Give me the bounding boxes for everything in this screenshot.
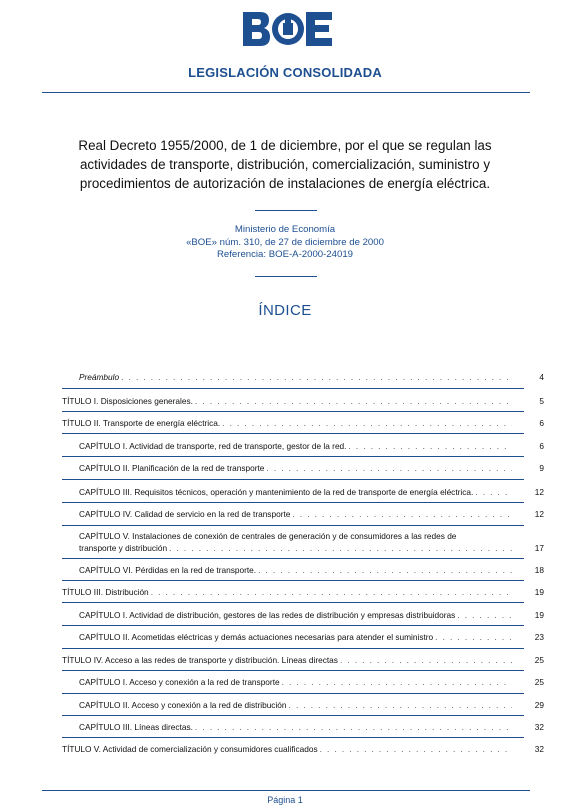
reference: Referencia: BOE-A-2000-24019 xyxy=(217,249,353,261)
toc-entry-text: TÍTULO II. Transporte de energía eléctrica. xyxy=(62,418,221,428)
toc-leader xyxy=(266,463,512,475)
toc-page-number: 9 xyxy=(539,463,544,473)
toc-leader xyxy=(151,587,512,599)
toc-page-number: 6 xyxy=(539,441,544,451)
header-divider xyxy=(42,92,530,93)
toc-divider xyxy=(62,388,524,389)
toc-entry-text: TÍTULO V. Actividad de comercialización y consumidores cualificados xyxy=(62,744,318,754)
toc-entry-text: TÍTULO IV. Acceso a las redes de transporte y distribución. Líneas directas xyxy=(62,655,338,665)
toc-leader xyxy=(121,372,512,384)
toc-page-number: 32 xyxy=(534,744,544,754)
toc-leader xyxy=(340,655,512,667)
toc-divider xyxy=(62,602,524,603)
toc-leader xyxy=(222,418,512,430)
document-meta xyxy=(0,224,570,262)
title-divider xyxy=(255,210,317,211)
toc-page-number: 12 xyxy=(534,487,544,497)
toc-page-number: 4 xyxy=(539,372,544,382)
header-title: LEGISLACIÓN CONSOLIDADA xyxy=(188,65,382,80)
toc-entry-text: TÍTULO III. Distribución xyxy=(62,587,149,597)
toc-leader xyxy=(435,632,512,644)
toc-entry-text-line1: CAPÍTULO V. Instalaciones de conexión de centrales de generación y de consumidores a las redes de xyxy=(79,531,457,541)
toc-leader xyxy=(320,744,512,756)
toc-page-number: 6 xyxy=(539,418,544,428)
toc-divider xyxy=(62,433,524,434)
toc-entry-text: CAPÍTULO I. Actividad de distribución, gestores de las redes de distribución y empresas distribuidoras xyxy=(79,610,456,620)
toc-entry[interactable] xyxy=(62,744,544,756)
toc-page-number: 25 xyxy=(534,677,544,687)
toc-entry-text: CAPÍTULO II. Acceso y conexión a la red de distribución xyxy=(79,700,287,710)
publication: «BOE» núm. 310, de 27 de diciembre de 2000 xyxy=(186,236,384,248)
toc-entry[interactable] xyxy=(62,655,544,667)
toc-divider xyxy=(62,479,524,480)
toc-entry[interactable] xyxy=(79,441,544,453)
toc-divider xyxy=(62,525,524,526)
toc-entry-text: CAPÍTULO II. Acometidas eléctricas y demás actuaciones necesarias para atender el suministro xyxy=(79,632,434,642)
page-number: Página 1 xyxy=(267,795,303,805)
toc-entry[interactable] xyxy=(79,372,544,384)
toc-page-number: 5 xyxy=(539,396,544,406)
toc-entry-text: CAPÍTULO IV. Calidad de servicio en la red de transporte xyxy=(79,509,291,519)
toc-leader xyxy=(282,677,512,689)
toc-entry-text: CAPÍTULO VI. Pérdidas en la red de transporte. xyxy=(79,565,257,575)
toc-leader xyxy=(195,396,512,408)
toc-page-number: 32 xyxy=(534,722,544,732)
toc-entry[interactable] xyxy=(79,565,544,577)
toc-entry-text: CAPÍTULO II. Planificación de la red de transporte xyxy=(79,463,265,473)
toc-page-number: 18 xyxy=(534,565,544,575)
toc-page-number: 19 xyxy=(534,587,544,597)
toc-entry-text: CAPÍTULO III. Líneas directas. xyxy=(79,722,193,732)
index-heading: ÍNDICE xyxy=(258,302,312,319)
toc-leader xyxy=(348,441,512,453)
toc-entry[interactable] xyxy=(79,531,544,554)
toc-entry-text: CAPÍTULO III. Requisitos técnicos, operación y mantenimiento de la red de transporte de energía eléctrica. xyxy=(79,487,474,497)
toc-entry[interactable] xyxy=(79,632,544,644)
toc-divider xyxy=(62,715,524,716)
toc-divider xyxy=(62,502,524,503)
boe-logo xyxy=(243,10,333,48)
toc-page-number: 19 xyxy=(534,610,544,620)
footer-divider xyxy=(42,790,530,791)
toc-entry-text-line2: transporte y distribución xyxy=(79,542,168,553)
toc-divider xyxy=(62,411,524,412)
ministry: Ministerio de Economía xyxy=(234,224,336,235)
toc-entry[interactable] xyxy=(79,509,544,521)
toc-entry-text: CAPÍTULO I. Acceso y conexión a la red de transporte xyxy=(79,677,280,687)
toc-divider xyxy=(62,737,524,738)
toc-entry[interactable] xyxy=(79,487,544,499)
toc-divider xyxy=(62,693,524,694)
toc-entry[interactable] xyxy=(79,722,544,734)
toc-divider xyxy=(62,625,524,626)
toc-divider xyxy=(62,580,524,581)
document-title: Real Decreto 1955/2000, de 1 de diciembre, por el que se regulan las actividades de transporte, distribución, comercialización, suministro y procedimientos de autorización de instalaciones de energía eléctrica. xyxy=(78,138,492,191)
toc-page-number: 12 xyxy=(534,509,544,519)
toc-page-number: 23 xyxy=(534,632,544,642)
toc-entry[interactable] xyxy=(79,700,544,712)
toc-entry-text: Preámbulo xyxy=(79,372,120,382)
toc-leader xyxy=(292,509,512,521)
toc-leader xyxy=(457,610,512,622)
toc-leader xyxy=(475,487,512,499)
toc-divider xyxy=(62,558,524,559)
toc-entry[interactable] xyxy=(62,587,544,599)
toc-divider xyxy=(62,670,524,671)
toc-page-number: 25 xyxy=(534,655,544,665)
toc-entry[interactable] xyxy=(62,418,544,430)
toc-divider xyxy=(62,648,524,649)
toc-leader xyxy=(289,700,512,712)
toc-page-number: 29 xyxy=(534,700,544,710)
toc-leader xyxy=(169,543,512,555)
toc-entry-text: CAPÍTULO I. Actividad de transporte, red de transporte, gestor de la red. xyxy=(79,441,347,451)
meta-divider xyxy=(255,276,317,277)
toc-leader xyxy=(195,722,512,734)
toc-entry[interactable] xyxy=(79,463,544,475)
toc-divider xyxy=(62,456,524,457)
toc-entry[interactable] xyxy=(79,677,544,689)
toc-entry-text: TÍTULO I. Disposiciones generales. xyxy=(62,396,193,406)
toc-entry[interactable] xyxy=(79,610,544,622)
toc-entry[interactable] xyxy=(62,396,544,408)
toc-leader xyxy=(258,565,512,577)
toc-page-number: 17 xyxy=(534,542,544,553)
